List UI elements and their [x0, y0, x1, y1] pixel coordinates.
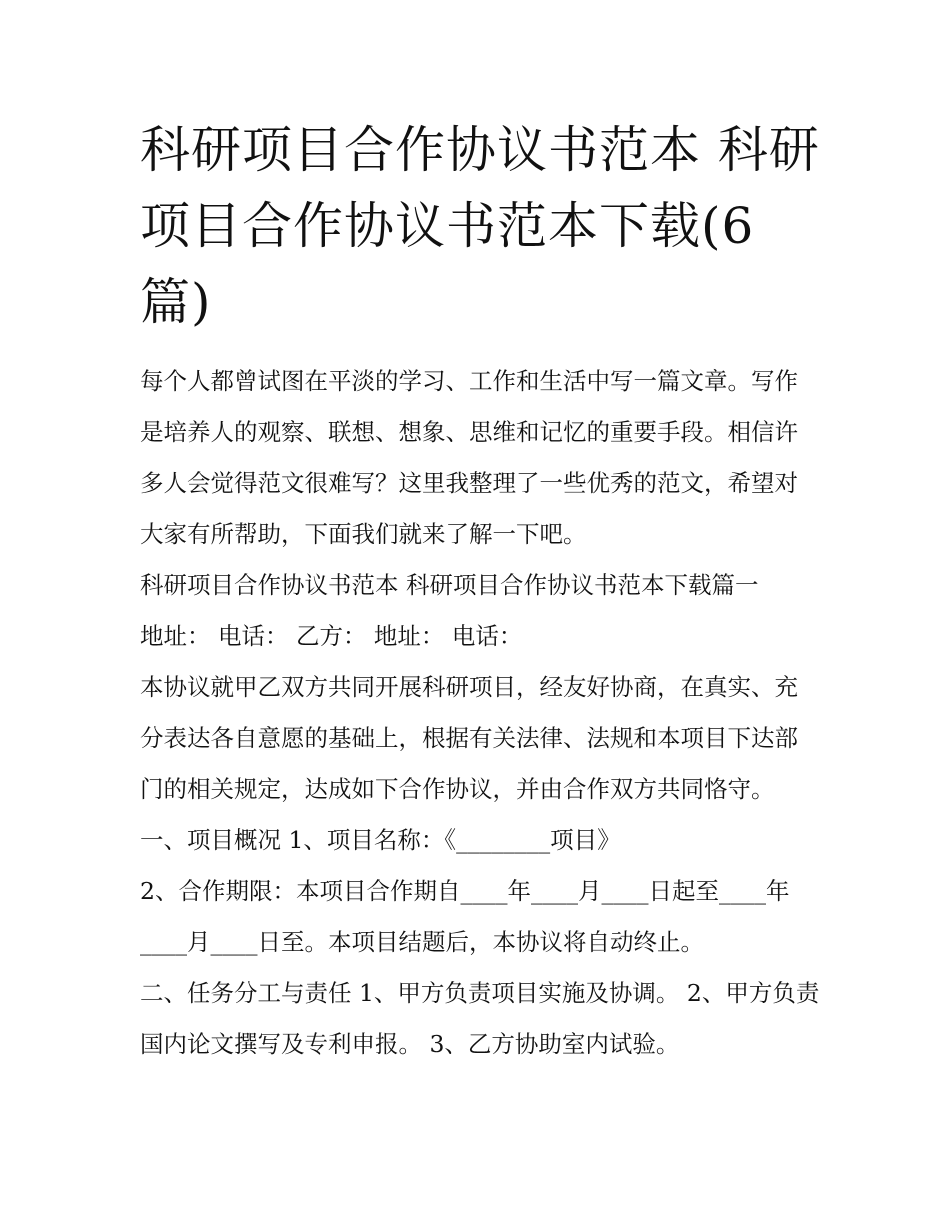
project-overview-clause: 一、项目概况 1、项目名称：《________项目》: [140, 826, 621, 854]
intro-paragraph: 每个人都曾试图在平淡的学习、工作和生活中写一篇文章。写作是培养人的观察、联想、想象、思维和记忆的重要手段。相信许多人会觉得范文很难写？这里我整理了一些优秀的范文，希望对大家有所帮助，下面我们就来了解一下吧。: [140, 367, 798, 548]
section-heading-part-one: 科研项目合作协议书范本 科研项目合作协议书范本下载篇一: [140, 571, 759, 599]
agreement-preamble: 本协议就甲乙双方共同开展科研项目，经友好协商，在真实、充分表达各自意愿的基础上，根据有关法律、法规和本项目下达部门的相关规定，达成如下合作协议，并由合作双方共同恪守。: [140, 673, 798, 803]
document-title: 科研项目合作协议书范本 科研项目合作协议书范本下载(6篇): [140, 121, 820, 331]
task-division-clause: 二、任务分工与责任 1、甲方负责项目实施及协调。 2、甲方负责国内论文撰写及专利申报。 3、乙方协助室内试验。: [140, 979, 820, 1058]
contact-info-line: 地址： 电话： 乙方： 地址： 电话：: [140, 622, 523, 650]
cooperation-period-clause: 2、合作期限：本项目合作期自____年____月____日起至____年____月____日至。本项目结题后，本协议将自动终止。: [140, 877, 790, 956]
document-body: [140, 356, 820, 1070]
